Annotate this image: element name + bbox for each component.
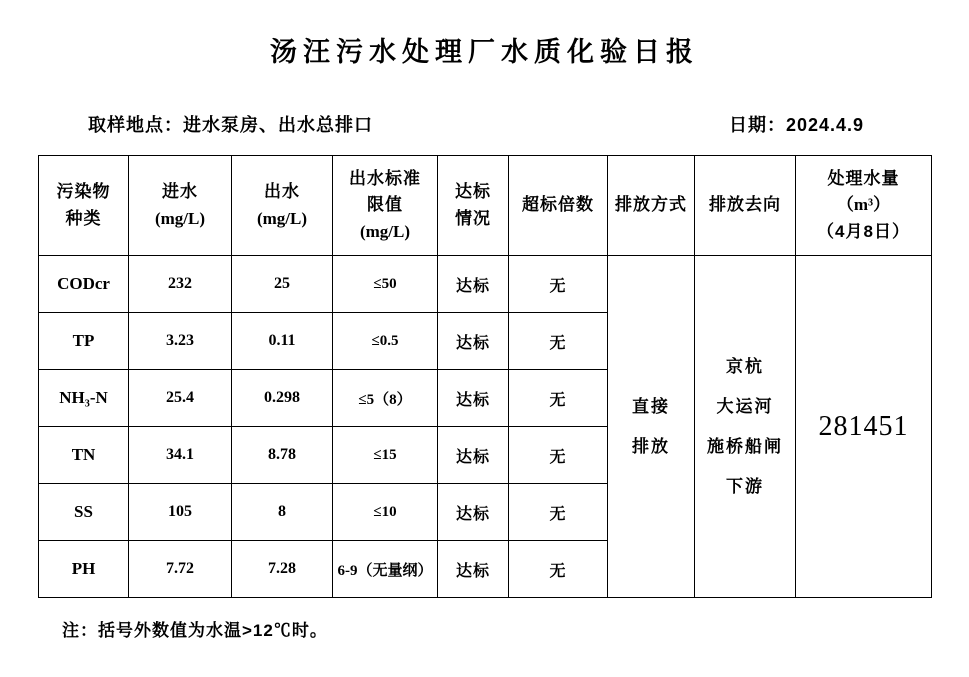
- cell-outflow: 0.298: [232, 370, 333, 427]
- cell-outflow: 0.11: [232, 313, 333, 370]
- column-header-limit: [333, 156, 438, 256]
- header-row: [39, 156, 932, 256]
- cell-outflow: 7.28: [232, 541, 333, 598]
- cell-limit: ≤50: [333, 256, 438, 313]
- cell-inflow: 105: [129, 484, 232, 541]
- column-header-outflow: [232, 156, 333, 256]
- cell-status: 达标: [438, 256, 509, 313]
- footnote: 注：括号外数值为水温>12℃时。: [62, 621, 328, 640]
- header-line: （4月8日）: [817, 221, 910, 241]
- cell-outflow: 8: [232, 484, 333, 541]
- header-line: 处理水量: [827, 168, 900, 188]
- column-header-destination: [695, 156, 796, 256]
- cell-exceed: 无: [509, 541, 608, 598]
- sampling-location: 取样地点：进水泵房、出水总排口: [88, 115, 373, 135]
- discharge-destination-line: 施桥船闸: [707, 436, 783, 456]
- cell-outflow: 25: [232, 256, 333, 313]
- column-header-status: [438, 156, 509, 256]
- cell-exceed: 无: [509, 256, 608, 313]
- column-header-inflow: [129, 156, 232, 256]
- cell-exceed: 无: [509, 370, 608, 427]
- header-line: 限值: [367, 195, 403, 215]
- cell-pollutant: PH: [39, 541, 129, 598]
- cell-limit: ≤5（8）: [333, 370, 438, 427]
- cell-status: 达标: [438, 541, 509, 598]
- cell-inflow: 7.72: [129, 541, 232, 598]
- cell-limit: 6-9（无量纲）: [333, 541, 438, 598]
- cell-exceed: 无: [509, 484, 608, 541]
- cell-status: 达标: [438, 313, 509, 370]
- table-row-codcr: [39, 256, 932, 313]
- header-line: 排放方式: [615, 195, 687, 215]
- discharge-destination-line: 大运河: [716, 396, 774, 416]
- discharge-destination-line: 下游: [726, 476, 764, 496]
- discharge-method-line: 排放: [632, 436, 670, 456]
- cell-pollutant: TP: [39, 313, 129, 370]
- table-header: [39, 156, 932, 256]
- cell-inflow: 232: [129, 256, 232, 313]
- cell-inflow: 3.23: [129, 313, 232, 370]
- header-line: (mg/L): [154, 208, 206, 228]
- cell-pollutant: NH₃-N: [39, 370, 129, 427]
- page-title: 汤汪污水处理厂水质化验日报: [270, 37, 699, 67]
- cell-exceed: 无: [509, 313, 608, 370]
- water-quality-table: [38, 155, 932, 598]
- cell-discharge-destination: [695, 256, 796, 598]
- column-header-volume: [796, 156, 932, 256]
- header-line: (mg/L): [256, 208, 308, 228]
- cell-limit: ≤15: [333, 427, 438, 484]
- discharge-destination-line: 京杭: [726, 356, 764, 376]
- column-header-exceed: [509, 156, 608, 256]
- header-line: (mg/L): [359, 221, 411, 241]
- report-date: 日期：2024.4.9: [729, 115, 865, 135]
- header-line: 进水: [162, 182, 198, 202]
- table-body: [39, 256, 932, 598]
- header-line: 出水: [264, 182, 300, 202]
- header-line: 排放去向: [709, 195, 781, 215]
- header-line: 污染物: [56, 182, 111, 202]
- header-line: 情况: [455, 208, 491, 228]
- cell-pollutant: SS: [39, 484, 129, 541]
- header-line: 出水标准: [349, 168, 421, 188]
- meta-row: [0, 111, 969, 137]
- cell-pollutant: TN: [39, 427, 129, 484]
- header-line: 达标: [455, 182, 491, 202]
- header-line: 超标倍数: [522, 195, 594, 215]
- cell-inflow: 34.1: [129, 427, 232, 484]
- discharge-method-line: 直接: [632, 396, 670, 416]
- cell-pollutant: CODcr: [39, 256, 129, 313]
- cell-status: 达标: [438, 370, 509, 427]
- column-header-method: [608, 156, 695, 256]
- cell-status: 达标: [438, 427, 509, 484]
- cell-limit: ≤10: [333, 484, 438, 541]
- cell-discharge-method: [608, 256, 695, 598]
- header-line: 种类: [65, 208, 102, 228]
- header-line: （m³）: [836, 195, 891, 215]
- cell-inflow: 25.4: [129, 370, 232, 427]
- cell-exceed: 无: [509, 427, 608, 484]
- column-header-pollutant: [39, 156, 129, 256]
- cell-treated-volume: 281451: [796, 256, 932, 598]
- cell-outflow: 8.78: [232, 427, 333, 484]
- cell-limit: ≤0.5: [333, 313, 438, 370]
- cell-status: 达标: [438, 484, 509, 541]
